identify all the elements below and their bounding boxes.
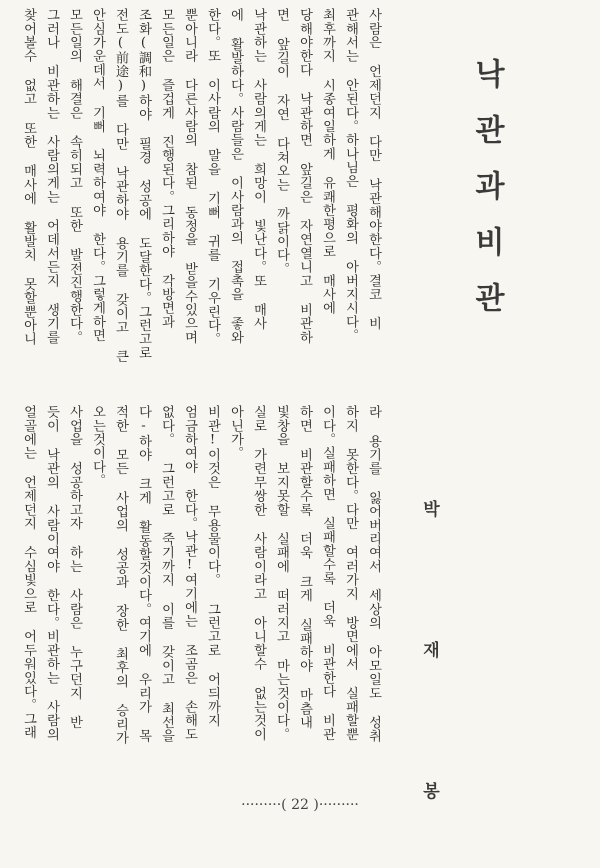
text-column: 사업을 성공하고자 하는 사람은 누구던지 반 bbox=[67, 405, 82, 730]
page-title: 낙관과비관 bbox=[469, 58, 504, 338]
text-column: 모든일의 해결은 속히되고 또한 발전진행한다。 bbox=[67, 8, 82, 344]
text-column: 뿐아니라 다른사람의 참된 동정을 받을수있으며 bbox=[182, 8, 197, 344]
text-column: 최후까지 시종여일하게 유쾌한평으로 매사에 bbox=[320, 8, 335, 315]
text-column: 빛창을 보지못할 실패에 떠러지고 마는것이다。 bbox=[274, 405, 289, 741]
text-column: 조화(調和)하야 필경 성공에 도달한다。그런고로 bbox=[136, 8, 151, 360]
text-column: 오는것이다。 bbox=[90, 405, 105, 488]
text-column: 당해야한다 낙관하면 앞길은 자연열니고 비관하 bbox=[297, 8, 312, 344]
text-column: 실로 가련무쌍한 사람이라고 아니할수 없는것이 bbox=[251, 405, 266, 741]
text-column: 적한 모든 사업의 성공과 장한 최후의 승리가 bbox=[113, 405, 128, 745]
text-column: 에 활발하다。사람들은 이사람과의 접촉을 좋와 bbox=[228, 8, 243, 344]
text-column: 하면 비관할수록 더욱 크게 실패하야 마츰내 bbox=[297, 405, 312, 730]
text-column: 한다。또 이사람의 말을 기뻐 귀를 기우린다。 bbox=[205, 8, 220, 346]
text-column: 없다。 그런고로 죽기까지 이를 갖이고 최선을 bbox=[159, 405, 174, 743]
body-text-lower bbox=[20, 405, 385, 775]
author-name: 박 재 봉 bbox=[419, 500, 439, 851]
text-column: 관해서는 안된다。하나님은 평화의 아버지시다。 bbox=[343, 8, 358, 343]
text-column: 듯이 낙관의 사람이여야 한다。비관하는 사람의 bbox=[44, 405, 59, 741]
body-text-upper bbox=[20, 8, 385, 398]
text-column: 면 앞길이 자연 다쳐오는 까닭이다。 bbox=[274, 8, 289, 276]
text-column: 비관!이것은 무용물이다。 그런고로 어듸까지 bbox=[205, 405, 220, 728]
text-column: 사람은 언제던지 다만 낙관해야한다。결코 비 bbox=[366, 8, 381, 331]
text-column: 엄금하여야 한다。낙관!여기에는 조곰은 손해도 bbox=[182, 405, 197, 741]
page-number: ·········( 22 )········· bbox=[241, 797, 359, 813]
text-column: 모든일은 즐겁게 진행된다。그리하야 각방면과 bbox=[159, 8, 174, 329]
text-column: 안심가운데서 기뻐 뇌력하여야 한다。그렇게하면 bbox=[90, 8, 105, 343]
text-column: 낙관하는 사람의게는 희망이 빛난다。또 매사 bbox=[251, 8, 266, 331]
text-column: 전도(前途)를 다만 낙관하야 용기를 갖이고 큰 bbox=[113, 8, 128, 364]
text-column: 그러나 비관하는 사람의게는 어데서든지 생기를 bbox=[44, 8, 59, 344]
text-column: 이다。실패하면 실패할수록 더욱 비관한다 비관 bbox=[320, 405, 335, 741]
text-column: 얼골에는 언제던지 수심빛으로 어두워있다。그래 bbox=[21, 405, 36, 740]
text-column: 라 용기를 잃어버리여서 세상의 아모일도 성취 bbox=[366, 405, 381, 743]
text-column: 다-하야 크게 활동할것이다。여기에 우리가 목 bbox=[136, 405, 151, 743]
text-column: 아닌가。 bbox=[228, 405, 243, 460]
text-column: 찾어볼수 없고 또한 매사에 활발치 못할뿐아니 bbox=[21, 8, 36, 346]
text-column: 하지 못한다。다만 여러가지 방면에서 실패할뿐 bbox=[343, 405, 358, 741]
